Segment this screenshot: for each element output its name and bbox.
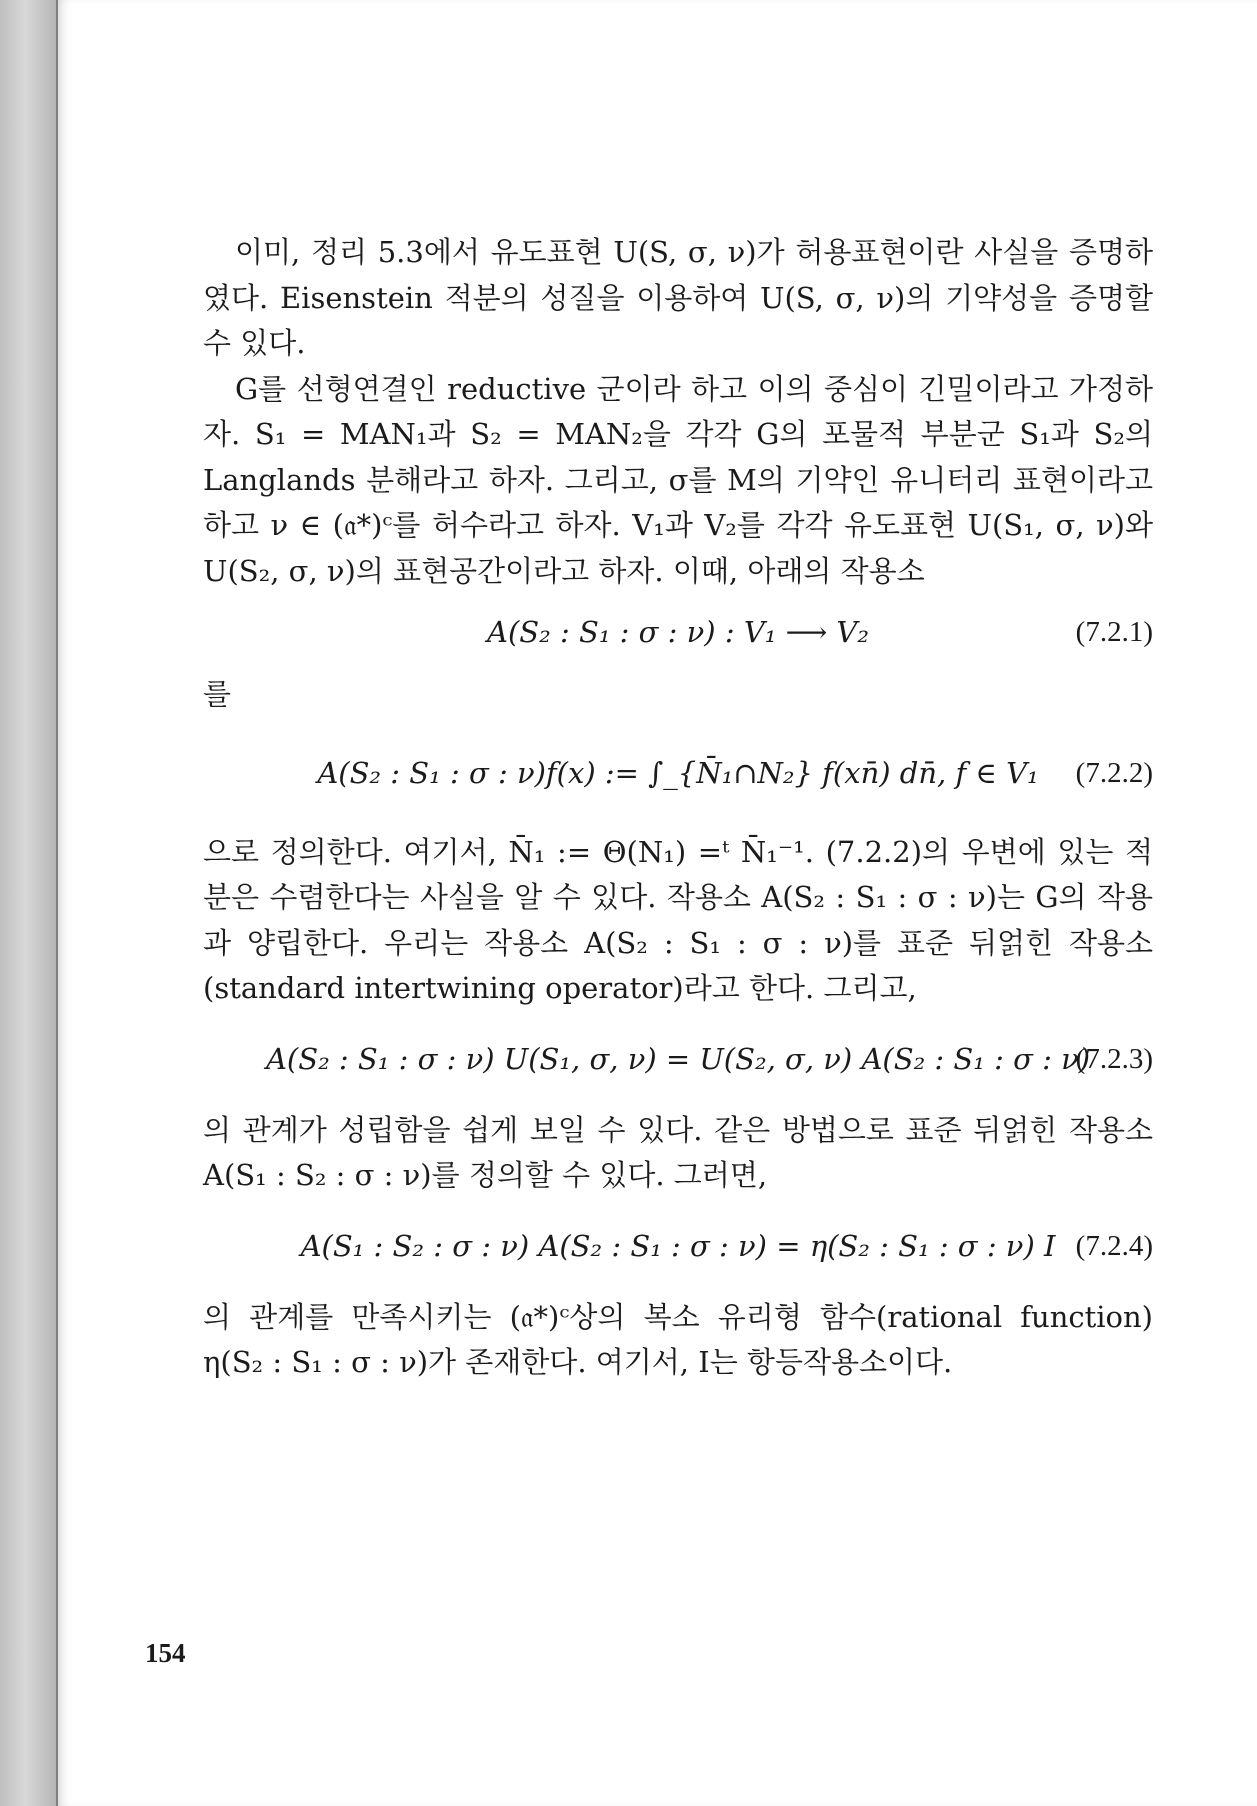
book-page (56, 0, 1257, 1806)
equation-7-2-2-number: (7.2.2) (1075, 756, 1153, 789)
equation-7-2-4-expression: A(S₁ : S₂ : σ : ν) A(S₂ : S₁ : σ : ν) = η(S₂ : S₁ : σ : ν) I (300, 1228, 1056, 1263)
equation-7-2-2 (203, 724, 1153, 824)
paragraph-5: 의 관계를 만족시키는 (𝔞*)ᶜ상의 복소 유리형 함수(rational function) η(S₂ : S₁ : σ : ν)가 존재한다. 여기서, I는 항등작용소이다. (203, 1299, 1153, 1379)
equation-7-2-4 (203, 1205, 1153, 1289)
equation-7-2-1-number: (7.2.1) (1075, 616, 1153, 649)
equation-7-2-3-expression: A(S₂ : S₁ : σ : ν) U(S₁, σ, ν) = U(S₂, σ, ν) A(S₂ : S₁ : σ : ν) (265, 1041, 1091, 1076)
page-number: 154 (145, 1638, 186, 1668)
equation-7-2-4-number: (7.2.4) (1075, 1229, 1153, 1262)
page-body (203, 230, 1153, 1386)
book-spine (0, 0, 56, 1806)
paragraph-4: 의 관계가 성립함을 쉽게 보일 수 있다. 같은 방법으로 표준 뒤얽힌 작용소 A(S₁ : S₂ : σ : ν)를 정의할 수 있다. 그러면, (203, 1112, 1153, 1192)
equation-7-2-1 (203, 600, 1153, 666)
paragraph-2: G를 선형연결인 reductive 군이라 하고 이의 중심이 긴밀이라고 가정하자. S₁ = MAN₁과 S₂ = MAN₂을 각각 G의 포물적 부분군 S₁과 S₂의 Langlands 분해라고 하자. 그리고, σ를 M의 기약인 유니터리 표현이라고 하고 ν ∈ (𝔞*)ᶜ를 허수라고 하자. V₁과 V₂를 각각 유도표현 U(S₁, σ, ν)와 U(S₂, σ, ν)의 표현공간이라고 하자. 이때, 아래의 작용소 (203, 371, 1153, 588)
equation-7-2-3 (203, 1018, 1153, 1102)
paragraph-3: 으로 정의한다. 여기서, N̄₁ := Θ(N₁) =ᵗ N̄₁⁻¹. (7.2.2)의 우변에 있는 적분은 수렴한다는 사실을 알 수 있다. 작용소 A(S₂ : S₁ : σ : ν)는 G의 작용과 양립한다. 우리는 작용소 A(S₂ : S₁ : σ : ν)를 표준 뒤얽힌 작용소(standard intertwining operator)라고 한다. 그리고, (203, 834, 1153, 1005)
paragraph-connector: 를 (203, 677, 232, 711)
equation-7-2-3-number: (7.2.3) (1075, 1042, 1153, 1075)
equation-7-2-1-expression: A(S₂ : S₁ : σ : ν) : V₁ ⟶ V₂ (487, 615, 869, 650)
paragraph-1: 이미, 정리 5.3에서 유도표현 U(S, σ, ν)가 허용표현이란 사실을 증명하였다. Eisenstein 적분의 성질을 이용하여 U(S, σ, ν)의 기약성을 증명할 수 있다. (203, 235, 1153, 360)
equation-7-2-2-expression: A(S₂ : S₁ : σ : ν)f(x) := ∫_{N̄₁∩N₂} f(xn̄) dn̄, f ∈ V₁ (317, 755, 1039, 790)
